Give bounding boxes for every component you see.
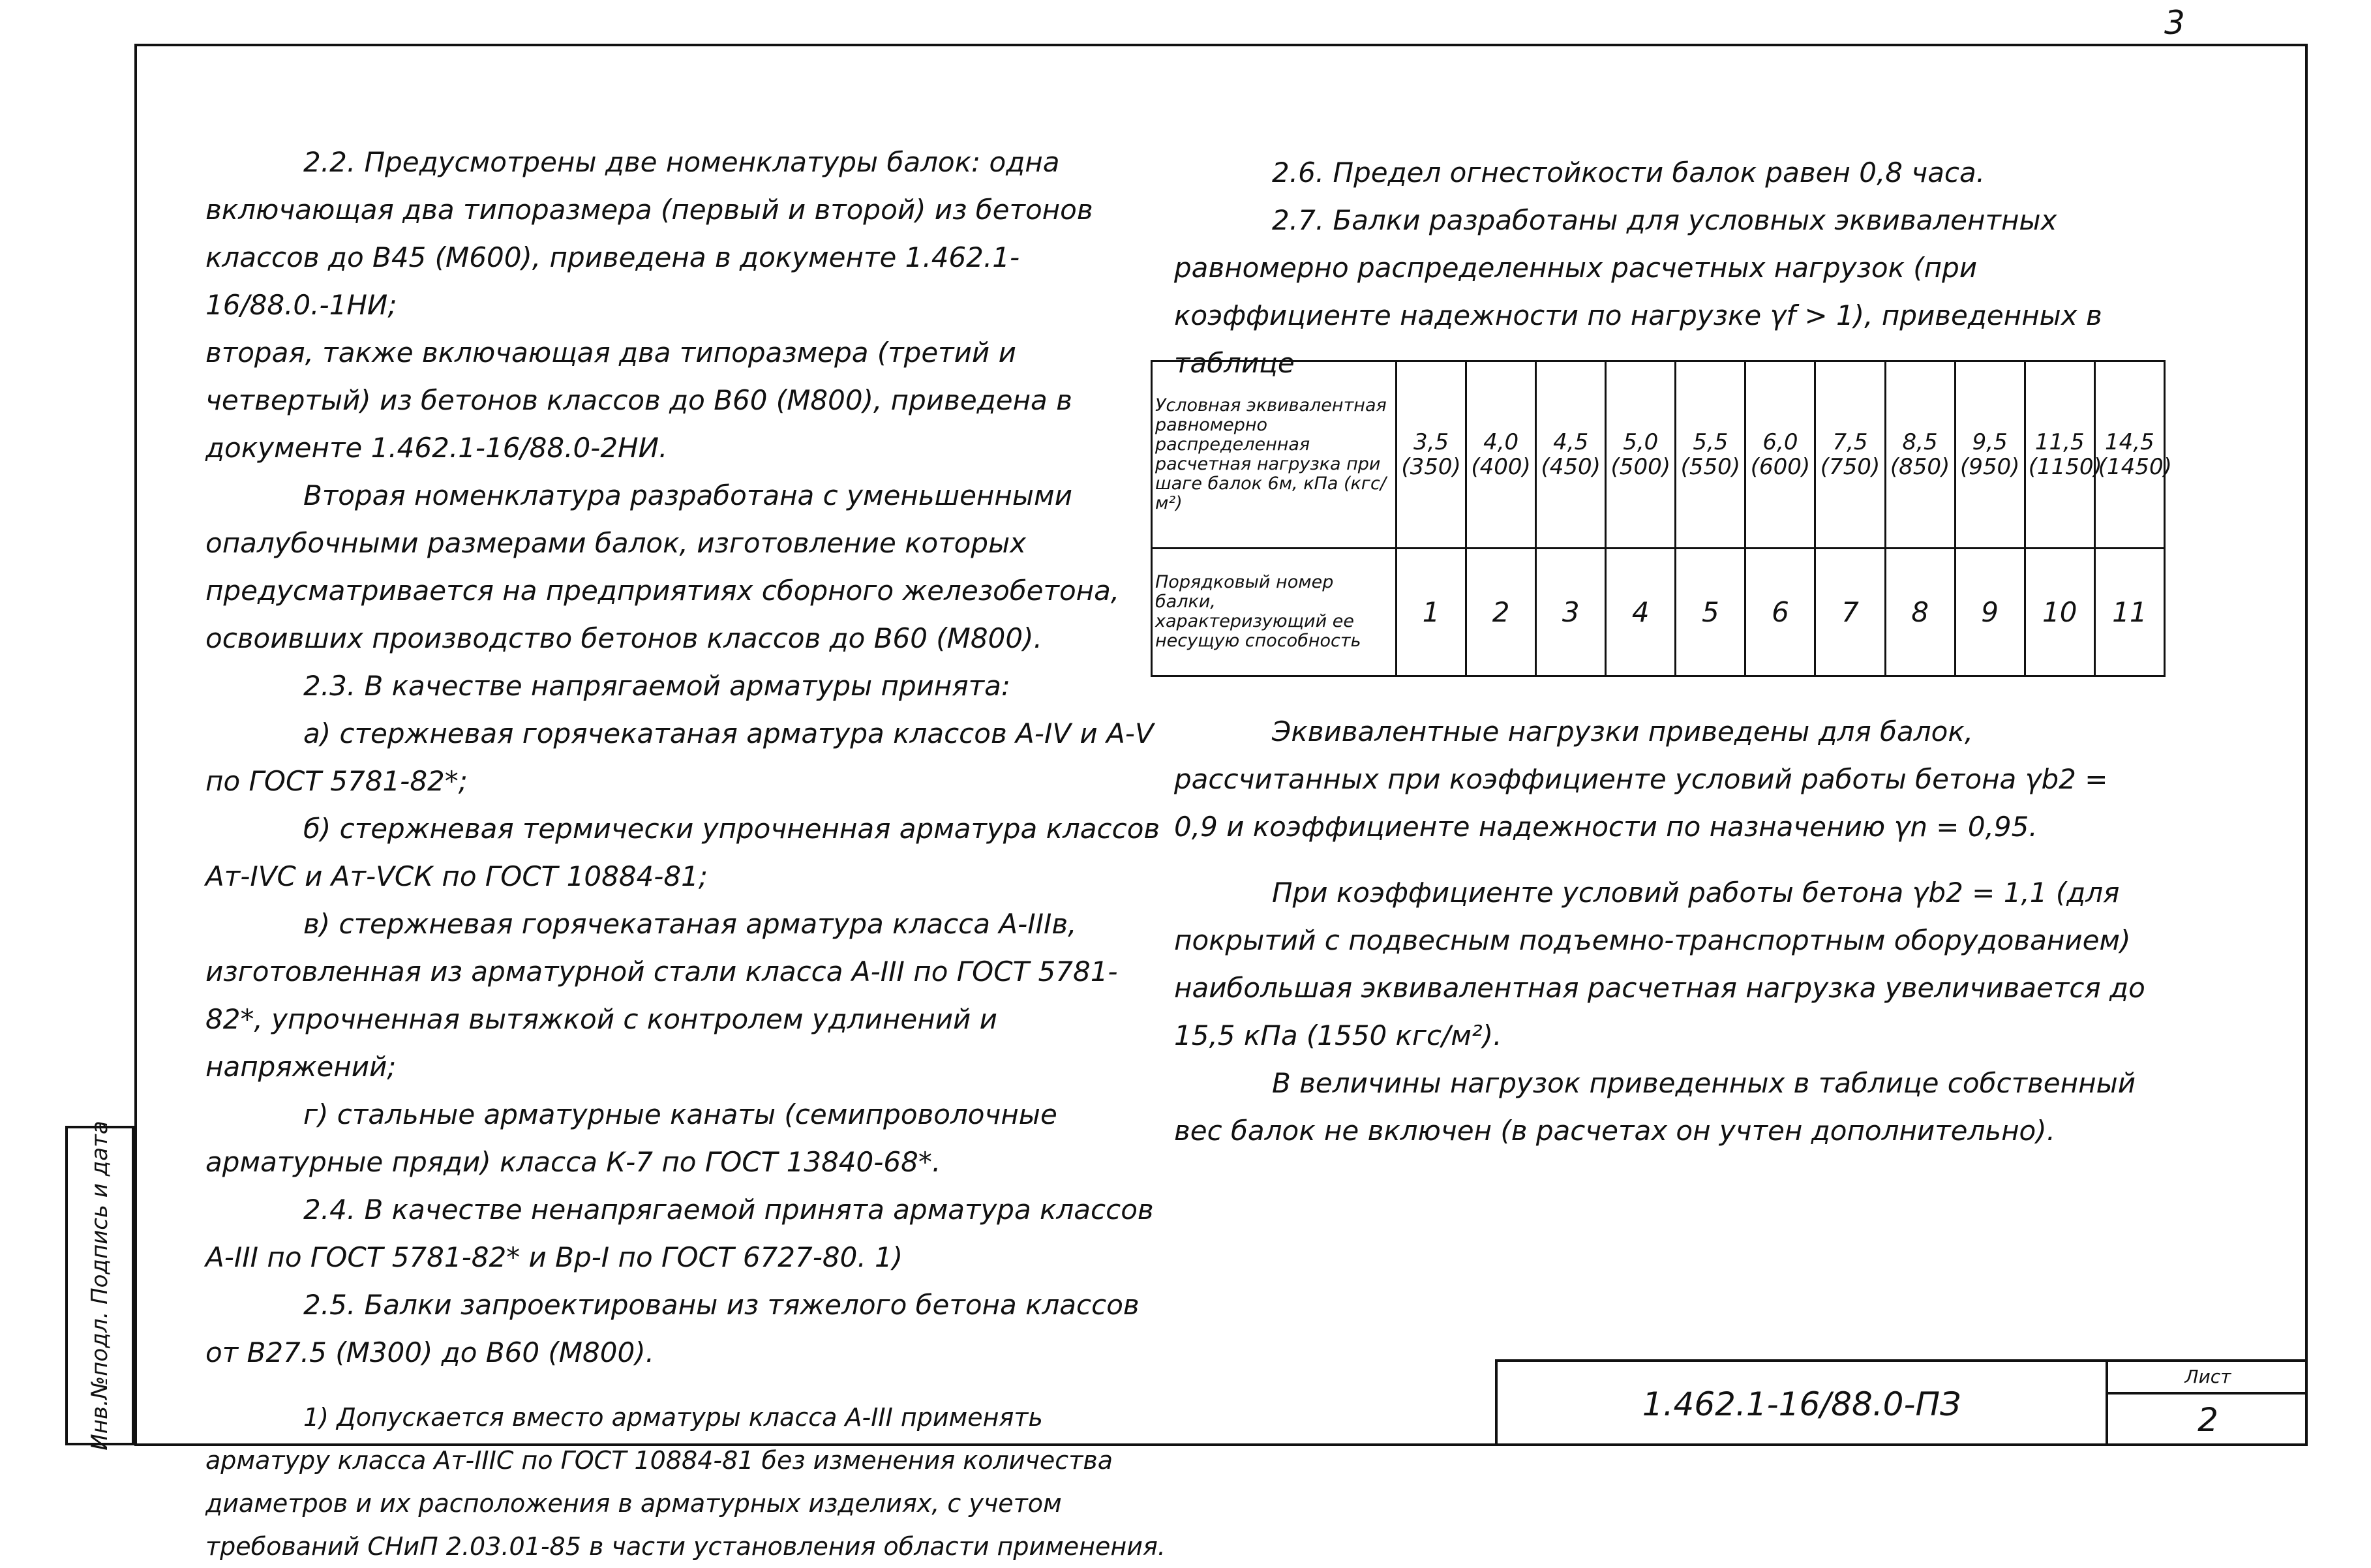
load-cell: 6,0 (600) bbox=[1745, 361, 1815, 549]
paragraph-self-weight: В величины нагрузок приведенных в таблице собственный вес балок не включен (в расчетах он учтен дополнительно). bbox=[1174, 1067, 2136, 1147]
beam-number-cell: 11 bbox=[2094, 548, 2164, 676]
paragraph-2-3-b: б) стержневая термически упрочненная арматура классов Ат-IVС и Ат-VСК по ГОСТ 10884-81; bbox=[205, 813, 1160, 892]
paragraph-equivalent-loads: Эквивалентные нагрузки приведены для балок, рассчитанных при коэффициенте условий работы бетона γb2 = 0,9 и коэффициенте надежности по назначению γn = 0,95. bbox=[1174, 716, 2108, 843]
load-cell: 4,5 (450) bbox=[1536, 361, 1606, 549]
paragraph-2-3-g: г) стальные арматурные канаты (семипроволочные арматурные пряди) класса К-7 по ГОСТ 13840-68*. bbox=[205, 1098, 1057, 1178]
beam-row-header: Порядковый номер балки, характеризующий ее несущую способность bbox=[1152, 548, 1397, 676]
left-text-column bbox=[205, 138, 1171, 1568]
beam-number-row bbox=[1152, 548, 2165, 676]
paragraph-2-5: 2.5. Балки запроектированы из тяжелого бетона классов от В27.5 (М300) до В60 (М800). bbox=[205, 1289, 1140, 1368]
load-cell: 3,5 (350) bbox=[1397, 361, 1466, 549]
beam-number-cell: 3 bbox=[1536, 548, 1606, 676]
paragraph-second-nomenclature-details: Вторая номенклатура разработана с уменьшенными опалубочными размерами балок, изготовление которых предусматривается на предприятиях сборного железобетона, освоивших производство бетонов классов до В60 (М800). bbox=[205, 479, 1120, 654]
load-cell: 7,5 (750) bbox=[1815, 361, 1885, 549]
paragraph-gamma-b2: При коэффициенте условий работы бетона γb2 = 1,1 (для покрытий с подвесным подъемно-транспортным оборудованием) наибольшая эквивалентная расчетная нагрузка увеличивается до 15,5 кПа (1550 кгс/м²). bbox=[1174, 877, 2145, 1051]
beam-number-cell: 2 bbox=[1466, 548, 1536, 676]
paragraph-2-3: 2.3. В качестве напрягаемой арматуры принята: bbox=[303, 670, 1010, 702]
paragraph-2-3-a: а) стержневая горячекатаная арматура классов А-IV и А-V по ГОСТ 5781-82*; bbox=[205, 717, 1154, 797]
paragraph-2-6: 2.6. Предел огнестойкости балок равен 0,8 часа. bbox=[1272, 157, 1986, 188]
title-block bbox=[1495, 1359, 2308, 1446]
load-row bbox=[1152, 361, 2165, 549]
right-text-column-top bbox=[1174, 149, 2152, 387]
load-cell: 8,5 (850) bbox=[1885, 361, 1955, 549]
load-cell: 4,0 (400) bbox=[1466, 361, 1536, 549]
left-strip-label: Инв.№подл. Подпись и дата bbox=[87, 1121, 113, 1451]
document-code: 1.462.1-16/88.0-ПЗ bbox=[1642, 1385, 1961, 1423]
load-cell: 5,0 (500) bbox=[1606, 361, 1676, 549]
beam-number-cell: 9 bbox=[1955, 548, 2025, 676]
beam-number-cell: 4 bbox=[1606, 548, 1676, 676]
beam-number-cell: 7 bbox=[1815, 548, 1885, 676]
beam-number-cell: 1 bbox=[1397, 548, 1466, 676]
paragraph-2-4: 2.4. В качестве ненапрягаемой принята арматура классов А-III по ГОСТ 5781-82* и Вр-I по ГОСТ 6727-80. 1) bbox=[205, 1194, 1154, 1273]
beam-number-cell: 10 bbox=[2025, 548, 2094, 676]
paragraph-2-7: 2.7. Балки разработаны для условных эквивалентных равномерно распределенных расчетных нагрузок (при коэффициенте надежности по нагрузке γf > 1), приведенных в таблице bbox=[1174, 204, 2102, 379]
footnote: 1) Допускается вместо арматуры класса А-III применять арматуру класса Ат-IIIС по ГОСТ 10884-81 без изменения количества диаметров и их расположения в арматурных изделиях, с учетом требований СНиП 2.03.01-85 в части установления области применения. bbox=[205, 1403, 1166, 1561]
paragraph-2-3-v: в) стержневая горячекатаная арматура класса А-IIIв, изготовленная из арматурной стали класса А-III по ГОСТ 5781-82*, упрочненная вытяжкой с контролем удлинений и напряжений; bbox=[205, 908, 1118, 1083]
beam-number-cell: 6 bbox=[1745, 548, 1815, 676]
beam-number-cell: 5 bbox=[1676, 548, 1745, 676]
paragraph-2-2: 2.2. Предусмотрены две номенклатуры балок: одна включающая два типоразмера (первый и второй) из бетонов классов до В45 (М600), приведена в документе 1.462.1-16/88.0.-1НИ; bbox=[205, 146, 1093, 321]
load-cell: 5,5 (550) bbox=[1676, 361, 1745, 549]
beam-number-cell: 8 bbox=[1885, 548, 1955, 676]
load-cell: 9,5 (950) bbox=[1955, 361, 2025, 549]
sheet-box bbox=[2106, 1362, 2308, 1446]
sheet-label: Лист bbox=[2108, 1362, 2308, 1395]
load-table bbox=[1151, 360, 2172, 677]
load-cell: 14,5 (1450) bbox=[2094, 361, 2164, 549]
load-row-header: Условная эквивалентная равномерно распределенная расчетная нагрузка при шаге балок 6м, кПа (кгс/м²) bbox=[1152, 361, 1397, 549]
corner-page-number: 3 bbox=[2164, 4, 2185, 42]
right-text-column-bottom bbox=[1174, 708, 2152, 1154]
sheet-number: 2 bbox=[2197, 1401, 2218, 1439]
paragraph-2-2-second-nomenclature: вторая, также включающая два типоразмера (третий и четвертый) из бетонов классов до В60 (М800), приведена в документе 1.462.1-16/88.0-2НИ. bbox=[205, 337, 1072, 464]
load-cell: 11,5 (1150) bbox=[2025, 361, 2094, 549]
